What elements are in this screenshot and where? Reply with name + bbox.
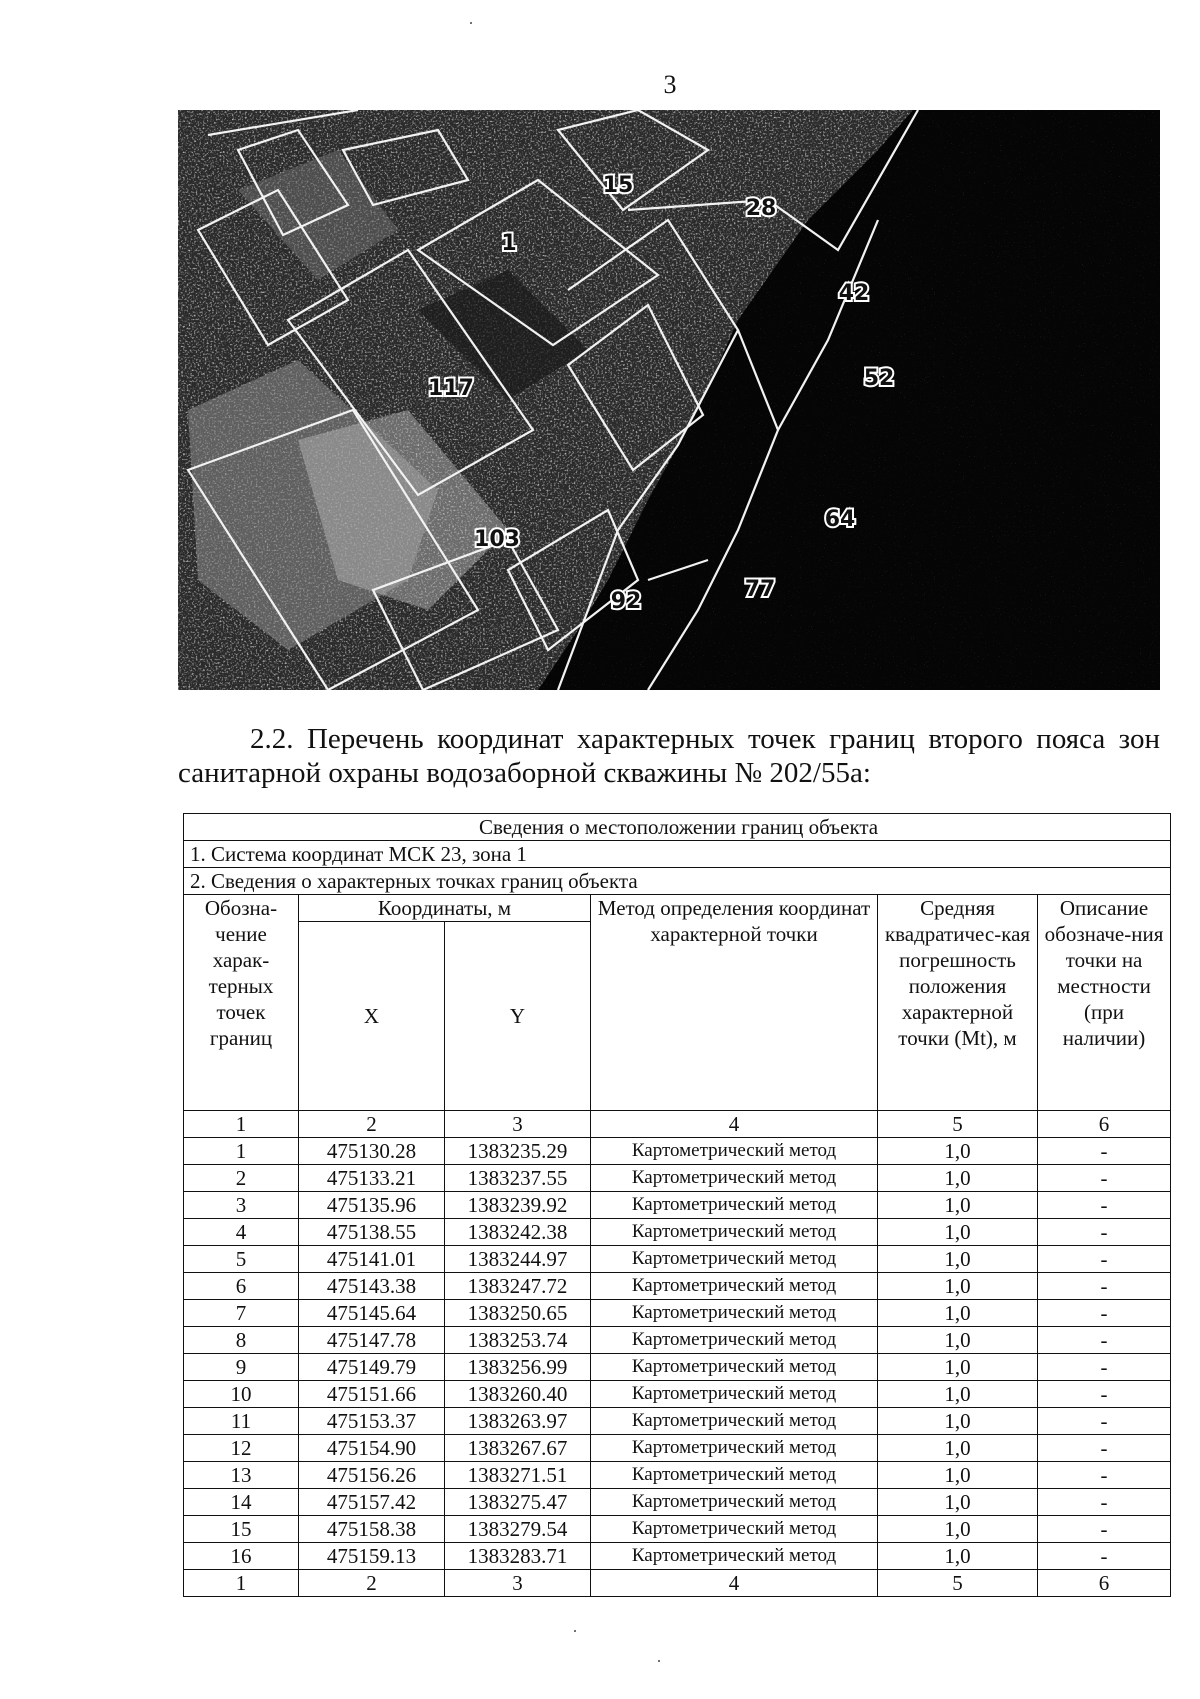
y-cell: 1383267.67: [445, 1435, 591, 1462]
y-cell: 1383283.71: [445, 1543, 591, 1570]
column-number: 6: [1038, 1111, 1171, 1138]
mt-cell: 1,0: [878, 1219, 1038, 1246]
y-cell: 1383263.97: [445, 1408, 591, 1435]
x-cell: 475141.01: [299, 1246, 445, 1273]
x-cell: 475158.38: [299, 1516, 445, 1543]
coordinates-table: [183, 813, 1171, 1597]
method-cell: Картометрический метод: [591, 1489, 878, 1516]
header-method: Метод определения координат характерной точки: [591, 895, 878, 1111]
section-title: 2. Сведения о характерных точках границ объекта: [184, 868, 1171, 895]
x-cell: 475154.90: [299, 1435, 445, 1462]
point-cell: 4: [184, 1219, 299, 1246]
map-label: 64: [824, 507, 856, 532]
description-cell: -: [1038, 1489, 1171, 1516]
point-cell: 15: [184, 1516, 299, 1543]
table-row: [184, 1246, 1171, 1273]
point-cell: 12: [184, 1435, 299, 1462]
method-cell: Картометрический метод: [591, 1273, 878, 1300]
column-number: 5: [878, 1570, 1038, 1597]
point-cell: 11: [184, 1408, 299, 1435]
table-row: [184, 1219, 1171, 1246]
description-cell: -: [1038, 1435, 1171, 1462]
header-y: Y: [445, 922, 591, 1111]
x-cell: 475143.38: [299, 1273, 445, 1300]
table-row: [184, 1192, 1171, 1219]
mt-cell: 1,0: [878, 1192, 1038, 1219]
map-label: 28: [745, 196, 777, 221]
mt-cell: 1,0: [878, 1462, 1038, 1489]
method-cell: Картометрический метод: [591, 1246, 878, 1273]
method-cell: Картометрический метод: [591, 1381, 878, 1408]
point-cell: 10: [184, 1381, 299, 1408]
description-cell: -: [1038, 1516, 1171, 1543]
map-label: 77: [744, 577, 776, 602]
column-number: 1: [184, 1111, 299, 1138]
column-number-footer-row: [184, 1570, 1171, 1597]
mt-cell: 1,0: [878, 1300, 1038, 1327]
x-cell: 475153.37: [299, 1408, 445, 1435]
y-cell: 1383256.99: [445, 1354, 591, 1381]
y-cell: 1383242.38: [445, 1219, 591, 1246]
method-cell: Картометрический метод: [591, 1300, 878, 1327]
coordinates-table-container: [183, 813, 1170, 1597]
x-cell: 475157.42: [299, 1489, 445, 1516]
point-cell: 5: [184, 1246, 299, 1273]
table-title: Сведения о местоположении границ объекта: [184, 814, 1171, 841]
point-cell: 8: [184, 1327, 299, 1354]
header-point-name: Обозна-чение харак-терных точек границ: [184, 895, 299, 1111]
description-cell: -: [1038, 1354, 1171, 1381]
table-row: [184, 1327, 1171, 1354]
y-cell: 1383239.92: [445, 1192, 591, 1219]
map-label: 15: [602, 173, 634, 198]
header-coordinates: Координаты, м: [299, 895, 591, 922]
section-heading: 2.2. Перечень координат характерных точек границ второго пояса зон санитарной охраны водозаборной скважины № 202/55а:: [178, 723, 1160, 789]
x-cell: 475130.28: [299, 1138, 445, 1165]
x-cell: 475138.55: [299, 1219, 445, 1246]
header-description: Описание обозначе-ния точки на местности (при наличии): [1038, 895, 1171, 1111]
column-number: 2: [299, 1570, 445, 1597]
method-cell: Картометрический метод: [591, 1516, 878, 1543]
table-row: [184, 1435, 1171, 1462]
description-cell: -: [1038, 1192, 1171, 1219]
y-cell: 1383250.65: [445, 1300, 591, 1327]
y-cell: 1383275.47: [445, 1489, 591, 1516]
description-cell: -: [1038, 1543, 1171, 1570]
x-cell: 475133.21: [299, 1165, 445, 1192]
mt-cell: 1,0: [878, 1408, 1038, 1435]
section-row: [184, 868, 1171, 895]
table-row: [184, 1273, 1171, 1300]
y-cell: 1383271.51: [445, 1462, 591, 1489]
column-number: 4: [591, 1570, 878, 1597]
page-number: 3: [663, 70, 677, 99]
method-cell: Картометрический метод: [591, 1462, 878, 1489]
x-cell: 475147.78: [299, 1327, 445, 1354]
mt-cell: 1,0: [878, 1165, 1038, 1192]
method-cell: Картометрический метод: [591, 1165, 878, 1192]
method-cell: Картометрический метод: [591, 1192, 878, 1219]
coordinate-system: 1. Система координат МСК 23, зона 1: [184, 841, 1171, 868]
table-row: [184, 1354, 1171, 1381]
header-row-1: [184, 895, 1171, 922]
column-number: 1: [184, 1570, 299, 1597]
column-number-row: [184, 1111, 1171, 1138]
point-cell: 2: [184, 1165, 299, 1192]
y-cell: 1383253.74: [445, 1327, 591, 1354]
mt-cell: 1,0: [878, 1138, 1038, 1165]
mt-cell: 1,0: [878, 1246, 1038, 1273]
table-row: [184, 1462, 1171, 1489]
y-cell: 1383237.55: [445, 1165, 591, 1192]
description-cell: -: [1038, 1273, 1171, 1300]
point-cell: 7: [184, 1300, 299, 1327]
method-cell: Картометрический метод: [591, 1408, 878, 1435]
y-cell: 1383247.72: [445, 1273, 591, 1300]
mt-cell: 1,0: [878, 1435, 1038, 1462]
mt-cell: 1,0: [878, 1273, 1038, 1300]
description-cell: -: [1038, 1300, 1171, 1327]
x-cell: 475135.96: [299, 1192, 445, 1219]
column-number: 3: [445, 1570, 591, 1597]
table-row: [184, 1165, 1171, 1192]
map-label: 52: [863, 366, 895, 391]
scan-speck: [658, 1660, 660, 1662]
description-cell: -: [1038, 1408, 1171, 1435]
mt-cell: 1,0: [878, 1543, 1038, 1570]
table-row: [184, 1408, 1171, 1435]
description-cell: -: [1038, 1327, 1171, 1354]
table-row: [184, 1489, 1171, 1516]
table-row: [184, 1516, 1171, 1543]
table-row: [184, 1300, 1171, 1327]
x-cell: 475156.26: [299, 1462, 445, 1489]
column-number: 2: [299, 1111, 445, 1138]
mt-cell: 1,0: [878, 1516, 1038, 1543]
point-cell: 13: [184, 1462, 299, 1489]
description-cell: -: [1038, 1462, 1171, 1489]
map-label: 103: [474, 527, 520, 552]
method-cell: Картометрический метод: [591, 1354, 878, 1381]
method-cell: Картометрический метод: [591, 1543, 878, 1570]
table-title-row: [184, 814, 1171, 841]
description-cell: -: [1038, 1219, 1171, 1246]
map-label: 42: [838, 281, 870, 306]
x-cell: 475159.13: [299, 1543, 445, 1570]
point-cell: 1: [184, 1138, 299, 1165]
x-cell: 475151.66: [299, 1381, 445, 1408]
point-cell: 14: [184, 1489, 299, 1516]
description-cell: -: [1038, 1138, 1171, 1165]
column-number: 4: [591, 1111, 878, 1138]
point-cell: 9: [184, 1354, 299, 1381]
column-number: 5: [878, 1111, 1038, 1138]
column-number: 3: [445, 1111, 591, 1138]
method-cell: Картометрический метод: [591, 1138, 878, 1165]
mt-cell: 1,0: [878, 1381, 1038, 1408]
table-row: [184, 1381, 1171, 1408]
point-cell: 16: [184, 1543, 299, 1570]
table-row: [184, 1543, 1171, 1570]
point-cell: 6: [184, 1273, 299, 1300]
scan-speck: [470, 22, 472, 24]
x-cell: 475149.79: [299, 1354, 445, 1381]
mt-cell: 1,0: [878, 1489, 1038, 1516]
map-label: 1: [501, 231, 517, 256]
scan-speck: [574, 1630, 576, 1632]
x-cell: 475145.64: [299, 1300, 445, 1327]
y-cell: 1383235.29: [445, 1138, 591, 1165]
y-cell: 1383244.97: [445, 1246, 591, 1273]
method-cell: Картометрический метод: [591, 1327, 878, 1354]
map-label: 92: [610, 589, 642, 614]
method-cell: Картометрический метод: [591, 1219, 878, 1246]
mt-cell: 1,0: [878, 1354, 1038, 1381]
mt-cell: 1,0: [878, 1327, 1038, 1354]
coordinate-system-row: [184, 841, 1171, 868]
description-cell: -: [1038, 1165, 1171, 1192]
header-x: X: [299, 922, 445, 1111]
point-cell: 3: [184, 1192, 299, 1219]
description-cell: -: [1038, 1381, 1171, 1408]
y-cell: 1383279.54: [445, 1516, 591, 1543]
header-error: Средняя квадратичес-кая погрешность положения характерной точки (Mt), м: [878, 895, 1038, 1111]
column-number: 6: [1038, 1570, 1171, 1597]
table-row: [184, 1138, 1171, 1165]
aerial-map-image: [178, 110, 1160, 690]
map-label: 117: [428, 376, 474, 401]
description-cell: -: [1038, 1246, 1171, 1273]
method-cell: Картометрический метод: [591, 1435, 878, 1462]
y-cell: 1383260.40: [445, 1381, 591, 1408]
